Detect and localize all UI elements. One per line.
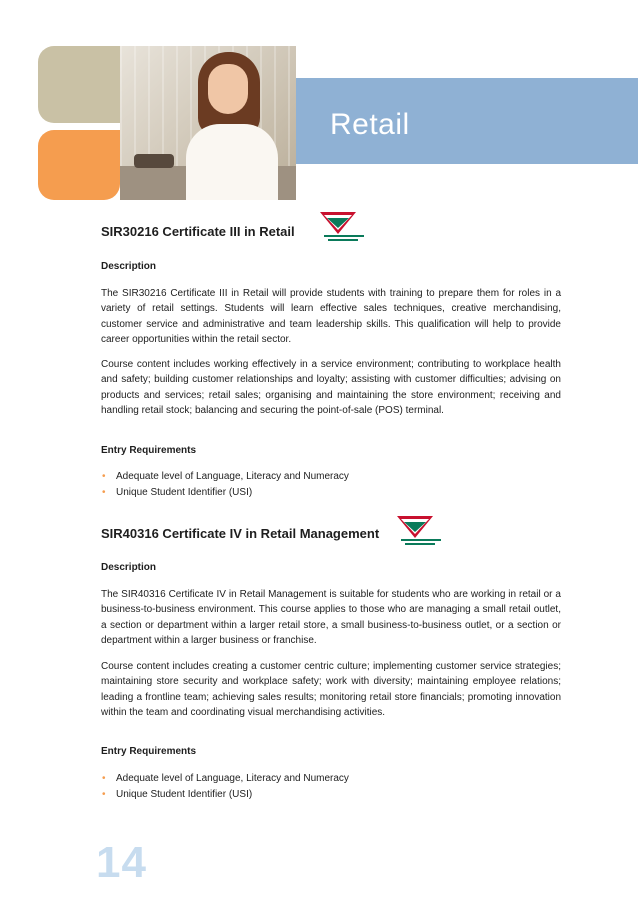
bullet-icon: • xyxy=(102,487,106,498)
list-item: • Adequate level of Language, Literacy and Numeracy xyxy=(101,771,349,787)
entry-requirements-list xyxy=(101,771,349,803)
course-content: Course content includes working effectively in a service environment; contributing to workplace health and safety; building customer relationships and loyalty; assisting with customer difficulties; advising on products and services; retail sales; organising and maintaining the store environment; receiving and handling retail stock; balancing and securing the point-of-sale (POS) terminal. xyxy=(101,359,561,417)
course-title-cert-iii: SIR30216 Certificate III in Retail xyxy=(101,224,295,239)
retail-worker-photo xyxy=(120,46,296,200)
decorative-block-tan xyxy=(38,46,120,123)
entry-requirements-list xyxy=(101,469,349,501)
nationally-recognised-training-logo xyxy=(318,210,366,244)
bullet-icon: • xyxy=(102,789,106,800)
list-item: • Adequate level of Language, Literacy and Numeracy xyxy=(101,469,349,485)
page-title: Retail xyxy=(330,108,410,141)
bullet-icon: • xyxy=(102,773,106,784)
course-description: The SIR40316 Certificate IV in Retail Management is suitable for students who are working in retail or a business-to-business environment. This course applies to those who are managing a small retail outlet, a section or department within a larger retail store, a small business-to-business outlet, or a section or department within a larger business or franchise. xyxy=(101,589,561,647)
description-heading: Description xyxy=(101,261,157,272)
description-heading: Description xyxy=(101,562,157,573)
decorative-block-orange xyxy=(38,130,120,200)
nationally-recognised-training-logo xyxy=(395,514,443,548)
bullet-icon: • xyxy=(102,471,106,482)
list-item: • Unique Student Identifier (USI) xyxy=(101,787,349,803)
course-content: Course content includes creating a customer centric culture; implementing customer service strategies; maintaining store security and workplace safety; work with diversity; maintaining employee relations; leading a frontline team; achieving sales results; monitoring retail store financials; promoting innovation within the team and coordinating visual merchandising activities. xyxy=(101,661,561,719)
entry-requirements-heading: Entry Requirements xyxy=(101,445,197,456)
list-item: • Unique Student Identifier (USI) xyxy=(101,485,349,501)
entry-requirements-heading: Entry Requirements xyxy=(101,746,197,757)
course-description: The SIR30216 Certificate III in Retail will provide students with training to prepare them for roles in a variety of retail settings. Students will learn effective sales techniques, creative merchandising, customer service and administrative and team leadership skills. This qualification will help to provide career opportunities within the retail sector. xyxy=(101,288,561,346)
course-title-cert-iv: SIR40316 Certificate IV in Retail Management xyxy=(101,526,380,541)
page-number: 14 xyxy=(96,838,147,887)
